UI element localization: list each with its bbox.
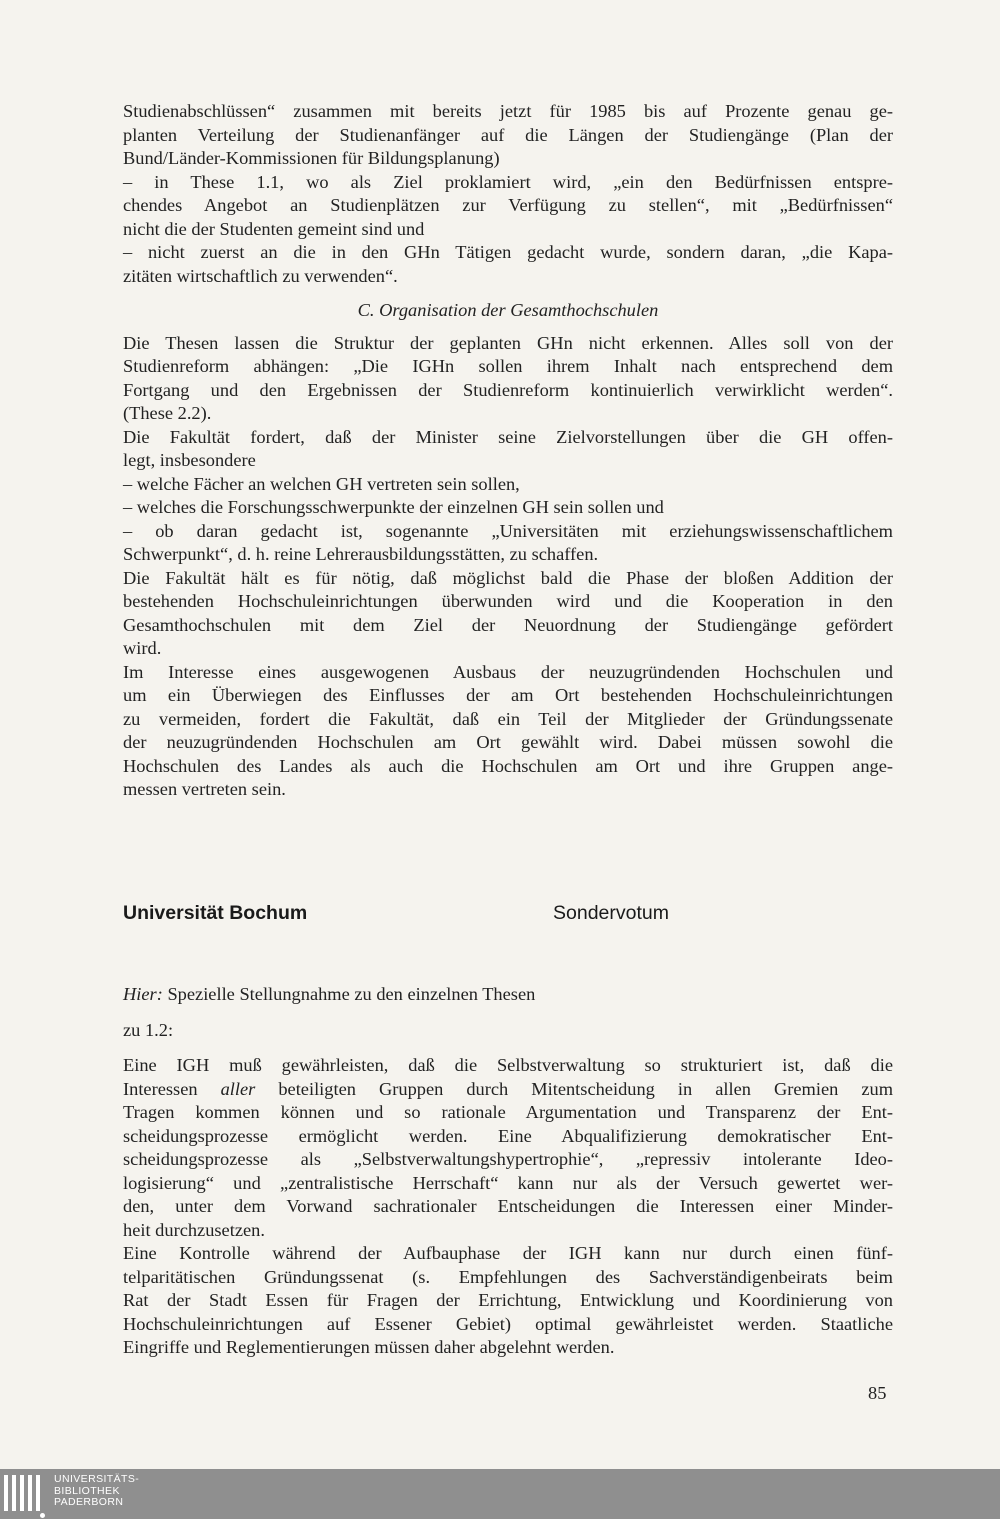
- text-line: scheidungsprozesse als „Selbstverwaltungshypertrophie“, „repressiv intolerante Ideo-: [123, 1149, 893, 1169]
- text-line: Gesamthochschulen mit dem Ziel der Neuordnung der Studiengänge gefördert: [123, 614, 893, 635]
- text-span: beteiligten Gruppen durch Mitentscheidung in allen Gremien zum: [255, 1078, 893, 1099]
- hier-label: Hier:: [123, 984, 163, 1004]
- library-name: [54, 1474, 139, 1509]
- paragraph-9: [123, 1242, 893, 1360]
- text-line: Hochschuleinrichtungen auf Essener Gebiet) optimal gewährleistet werden. Staatliche: [123, 1313, 893, 1334]
- hier-line: [123, 983, 893, 1007]
- text-span: Interessen: [123, 1078, 221, 1099]
- text-line: messen vertreten sein.: [123, 779, 286, 799]
- text-line: bestehenden Hochschuleinrichtungen überwunden wird und die Kooperation in den: [123, 591, 893, 611]
- text-line: – welches die Forschungsschwerpunkte der einzelnen GH sein sollen und: [123, 497, 664, 517]
- paragraph-3: [123, 241, 893, 288]
- library-name-line: UNIVERSITÄTS-: [54, 1473, 140, 1485]
- text-line: Fortgang und den Ergebnissen der Studienreform kontinuierlich verwirklicht werden“.: [123, 379, 893, 400]
- library-name-line: BIBLIOTHEK: [54, 1484, 120, 1497]
- paragraph-7: [123, 661, 893, 802]
- zu-reference: zu 1.2:: [123, 1019, 174, 1040]
- text-line: den, unter dem Vorwand sachrationaler Entscheidungen die Interessen einer Minder-: [123, 1196, 893, 1216]
- text-line: Studienreform abhängen: „Die IGHn sollen ihrem Inhalt nach entsprechend dem: [123, 356, 893, 376]
- text-line: legt, insbesondere: [123, 450, 256, 470]
- text-line: Die Fakultät fordert, daß der Minister seine Zielvorstellungen über die GH offen-: [123, 426, 893, 447]
- text-line: Die Fakultät hält es für nötig, daß möglichst bald die Phase der bloßen Addition der: [123, 567, 893, 588]
- lower-text-block: [123, 983, 893, 1360]
- text-line: – in These 1.1, wo als Ziel proklamiert wird, „ein den Bedürfnissen entspre-: [123, 171, 893, 192]
- text-line: Studienabschlüssen“ zusammen mit bereits jetzt für 1985 bis auf Prozente genau ge-: [123, 101, 893, 121]
- text-line: – nicht zuerst an die in den GHn Tätigen gedacht wurde, sondern daran, „die Kapa-: [123, 242, 893, 262]
- text-line: Die Thesen lassen die Struktur der geplanten GHn nicht erkennen. Alles soll von der: [123, 332, 893, 353]
- bullet-item: [123, 496, 893, 520]
- section-heading-c: C. Organisation der Gesamthochschulen: [357, 300, 659, 320]
- bullet-item: [123, 473, 893, 497]
- text-line: Eingriffe und Reglementierungen müssen daher abgelehnt werden.: [123, 1337, 615, 1357]
- hier-text: Spezielle Stellungnahme zu den einzelnen Thesen: [162, 984, 536, 1004]
- library-barcode-icon: [4, 1475, 44, 1515]
- paragraph-2: [123, 171, 893, 242]
- text-line: chendes Angebot an Studienplätzen zur Verfügung zu stellen“, mit „Bedürfnissen“: [123, 195, 893, 215]
- text-line: (These 2.2).: [123, 403, 212, 423]
- text-line: wird.: [123, 638, 162, 658]
- text-line: [123, 1078, 893, 1102]
- sondervotum-label: Sondervotum: [553, 902, 669, 924]
- text-line: Eine Kontrolle während der Aufbauphase der IGH kann nur durch einen fünf-: [123, 1243, 893, 1263]
- library-footer-bar: [0, 1469, 1000, 1519]
- text-line: Bund/Länder-Kommissionen für Bildungsplanung): [123, 148, 500, 168]
- text-line: planten Verteilung der Studienanfänger auf die Längen der Studiengänge (Plan der: [123, 124, 893, 145]
- text-line: – ob daran gedacht ist, sogenannte „Universitäten mit erziehungswissenschaftlichem: [123, 520, 893, 541]
- text-line: Hochschulen des Landes als auch die Hochschulen am Ort und ihre Gruppen ange-: [123, 755, 893, 776]
- text-line: Tragen kommen können und so rationale Argumentation und Transparenz der Ent-: [123, 1102, 893, 1122]
- text-line: Rat der Stadt Essen für Fragen der Errichtung, Entwicklung und Koordinierung von: [123, 1290, 893, 1310]
- university-name: Universität Bochum: [123, 902, 308, 924]
- text-line: scheidungsprozesse ermöglicht werden. Eine Abqualifizierung demokratischer Ent-: [123, 1125, 893, 1146]
- upper-text-block: [123, 100, 893, 802]
- emphasis-aller: aller: [220, 1078, 256, 1099]
- text-line: Im Interesse eines ausgewogenen Ausbaus der neuzugründenden Hochschulen und: [123, 661, 893, 682]
- text-line: logisierung“ und „zentralistische Herrschaft“ kann nur als der Versuch gewertet wer-: [123, 1172, 893, 1193]
- text-line: telparitätischen Gründungssenat (s. Empfehlungen des Sachverständigenbeirats beim: [123, 1266, 893, 1287]
- text-line: Schwerpunkt“, d. h. reine Lehrerausbildungsstätten, zu schaffen.: [123, 544, 599, 564]
- text-line: um ein Überwiegen des Einflusses der am Ort bestehenden Hochschuleinrichtungen: [123, 685, 893, 705]
- section-header: [123, 902, 893, 928]
- text-line: zu vermeiden, fordert die Fakultät, daß ein Teil der Mitglieder der Gründungssenate: [123, 708, 893, 729]
- paragraph-1: [123, 100, 893, 171]
- library-name-line: PADERBORN: [54, 1496, 124, 1508]
- paragraph-4: [123, 332, 893, 426]
- text-line: – welche Fächer an welchen GH vertreten sein sollen,: [123, 473, 520, 494]
- text-line: zitäten wirtschaftlich zu verwenden“.: [123, 265, 398, 286]
- text-line: Eine IGH muß gewährleisten, daß die Selbstverwaltung so strukturiert ist, daß die: [123, 1055, 893, 1075]
- text-line: der neuzugründenden Hochschulen am Ort gewählt wird. Dabei müssen sowohl die: [123, 732, 893, 752]
- text-line: heit durchzusetzen.: [123, 1219, 265, 1240]
- text-line: nicht die der Studenten gemeint sind und: [123, 218, 425, 239]
- paragraph-8: [123, 1054, 893, 1242]
- paragraph-6: [123, 567, 893, 661]
- paragraph-5: [123, 426, 893, 473]
- page-number: 85: [868, 1383, 887, 1403]
- bullet-item: [123, 520, 893, 567]
